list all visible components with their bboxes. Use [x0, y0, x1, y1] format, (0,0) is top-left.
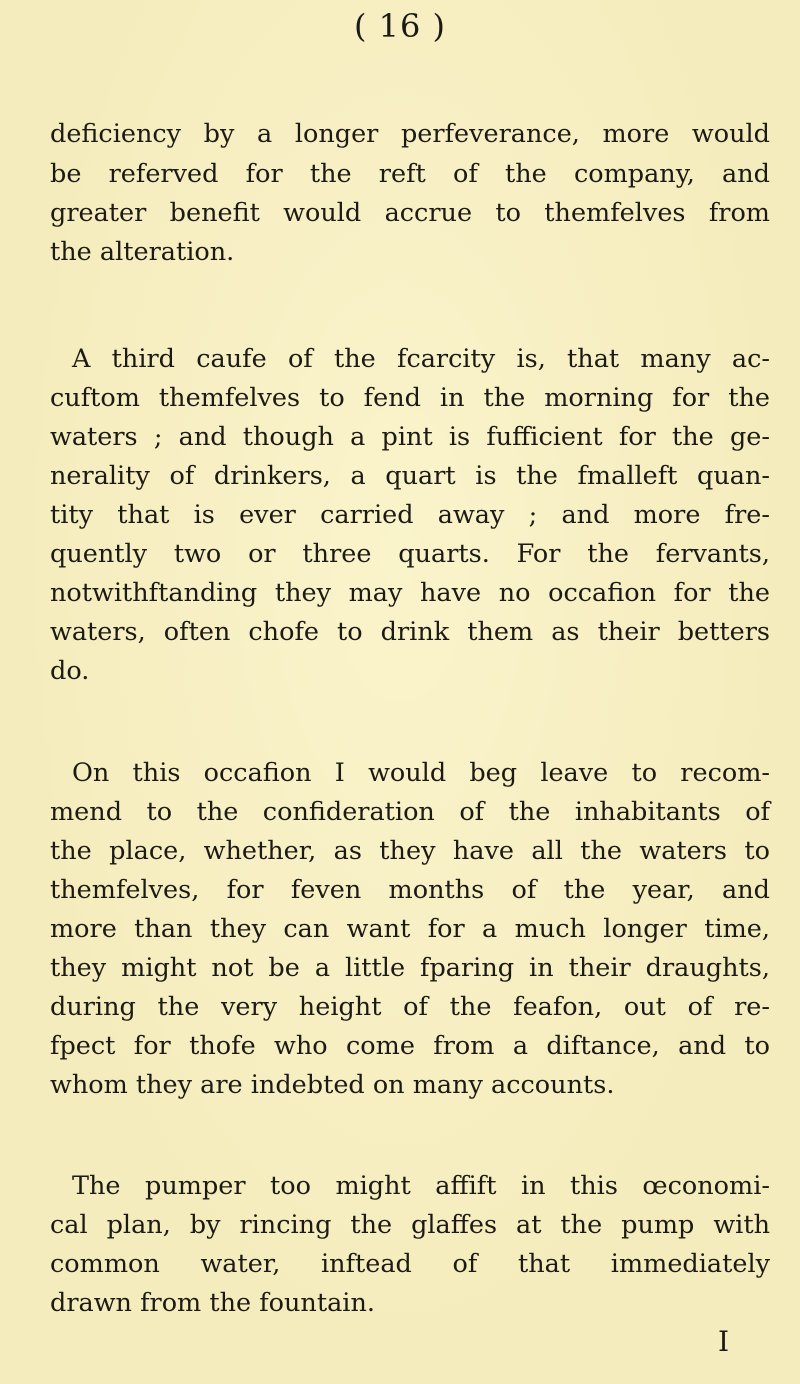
text-line: the place, whether, as they have all the waters to — [50, 836, 770, 866]
text-line: whom they are indebted on many accounts. — [50, 1070, 615, 1100]
catchword: I — [718, 1325, 730, 1358]
text-line: more than they can want for a much longer time, — [50, 914, 770, 944]
text-line: The pumper too might affift in this œconomi- — [72, 1171, 770, 1201]
text-line: during the very height of the feafon, out of re- — [50, 992, 770, 1022]
text-line: they might not be a little fparing in their draughts, — [50, 953, 770, 983]
text-line: notwithftanding they may have no occafion for the — [50, 578, 770, 608]
text-line: common water, inftead of that immediately — [50, 1249, 770, 1279]
text-line: themfelves, for feven months of the year, and — [50, 875, 770, 905]
text-line: On this occafion I would beg leave to recom- — [72, 758, 770, 788]
text-line: waters, often chofe to drink them as their betters — [50, 617, 770, 647]
text-line: tity that is ever carried away ; and more fre- — [50, 500, 770, 530]
text-line: deficiency by a longer perfeverance, more would — [50, 119, 770, 149]
text-line: mend to the confideration of the inhabitants of — [50, 797, 770, 827]
text-line: waters ; and though a pint is fufficient for the ge- — [50, 422, 770, 452]
text-line: cuftom themfelves to fend in the morning for the — [50, 383, 770, 413]
text-line: drawn from the fountain. — [50, 1288, 375, 1318]
text-line: fpect for thofe who come from a diftance, and to — [50, 1031, 770, 1061]
text-line: do. — [50, 656, 90, 686]
page-header — [0, 4, 800, 48]
text-line: cal plan, by rincing the glaffes at the pump with — [50, 1210, 770, 1240]
page-number: ( 16 ) — [353, 7, 447, 45]
text-line: the alteration. — [50, 237, 235, 267]
text-line: quently two or three quarts. For the fervants, — [50, 539, 770, 569]
text-line: greater benefit would accrue to themfelves from — [50, 198, 770, 228]
text-line: nerality of drinkers, a quart is the fmalleft quan- — [50, 461, 770, 491]
text-line: A third caufe of the fcarcity is, that many ac- — [72, 344, 770, 374]
text-line: be referved for the reft of the company, and — [50, 159, 770, 189]
